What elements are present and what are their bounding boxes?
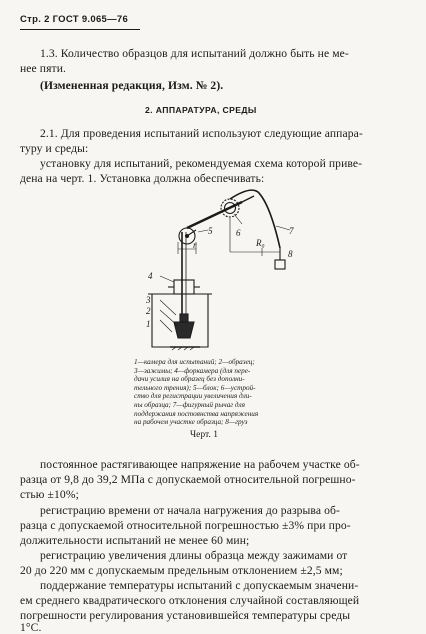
item-2-line-3: должительности испытаний не менее 60 мин; xyxy=(20,534,250,547)
caption-line: ны образца; 7—фигурный рычаг для xyxy=(134,400,245,409)
item-4-line-2: ем среднего квадратического отклонения случайной составляющей xyxy=(20,594,360,607)
shaped-lever xyxy=(230,190,280,248)
figure-title: Черт. 1 xyxy=(190,430,218,440)
label-7: 7 xyxy=(289,226,294,236)
label-2: 2 xyxy=(146,306,151,316)
item-3-line-1: регистрацию увеличения длины образца между зажимами от xyxy=(40,549,348,562)
label-6: 6 xyxy=(236,228,241,238)
clause-1-3-line-2: нее пяти. xyxy=(20,62,67,75)
specimen xyxy=(180,314,188,322)
weight xyxy=(275,260,285,269)
label-8: 8 xyxy=(288,249,293,259)
item-3-line-2: 20 до 220 мм с допускаемым предельным отклонением ±2,5 мм; xyxy=(20,564,343,577)
apparatus-drawing xyxy=(130,182,320,354)
clamp xyxy=(174,322,194,338)
section-title: 2. АППАРАТУРА, СРЕДЫ xyxy=(145,105,257,115)
caption-line: дачи усилия на образец без дополни- xyxy=(134,375,245,384)
label-5: 5 xyxy=(208,226,213,236)
item-4-line-1: поддержание температуры испытаний с допускаемым значени- xyxy=(40,579,359,592)
label-r: r xyxy=(193,240,197,250)
caption-line: ство для регистрации увеличения дли- xyxy=(134,392,252,401)
item-2-line-2: разца с допускаемой относительной погрешностью ±3% при про- xyxy=(20,519,351,532)
item-4-line-4: 1°С. xyxy=(20,621,42,634)
item-1-line-1: постоянное растягивающее напряжение на рабочем участке об- xyxy=(40,458,360,471)
label-4: 4 xyxy=(148,271,153,281)
clause-2-1-line-4: дена на черт. 1. Установка должна обеспечивать: xyxy=(20,172,265,185)
label-R0: R₀ xyxy=(256,238,265,248)
clause-2-1-line-1: 2.1. Для проведения испытаний используют следующие аппара- xyxy=(40,127,363,140)
clause-2-1-line-3: установку для испытаний, рекомендуемая схема которой приве- xyxy=(40,157,363,170)
caption-line: поддержания постоянства напряжения xyxy=(134,409,259,418)
caption-line: 3—зажимы; 4—форкамера (для пере- xyxy=(134,366,251,375)
header-rule xyxy=(20,29,140,30)
caption-line: тельного трения); 5—блок; 6—устрой- xyxy=(134,383,256,392)
caption-line: на рабочем участке образца; 8—груз xyxy=(134,418,248,427)
item-1-line-3: стью ±10%; xyxy=(20,488,79,501)
clause-1-3-line-1: 1.3. Количество образцов для испытаний должно быть не ме- xyxy=(40,47,349,60)
label-3: 3 xyxy=(146,295,151,305)
figure-caption xyxy=(134,358,258,427)
label-1: 1 xyxy=(146,319,151,329)
item-2-line-1: регистрацию времени от начала нагружения до разрыва об- xyxy=(40,504,340,517)
amendment-note: (Измененная редакция, Изм. № 2). xyxy=(40,79,224,92)
item-4-line-3: погрешности регулирования установившейся температуры среды xyxy=(20,609,351,622)
caption-line: 1—камера для испытаний; 2—образец; xyxy=(134,358,255,366)
fore-chamber xyxy=(174,280,194,294)
item-1-line-2: разца от 9,8 до 39,2 МПа с допускаемой относительной погрешно- xyxy=(20,473,356,486)
page-header: Стр. 2 ГОСТ 9.065—76 xyxy=(20,14,129,25)
clause-2-1-line-2: туру и среды: xyxy=(20,142,89,155)
